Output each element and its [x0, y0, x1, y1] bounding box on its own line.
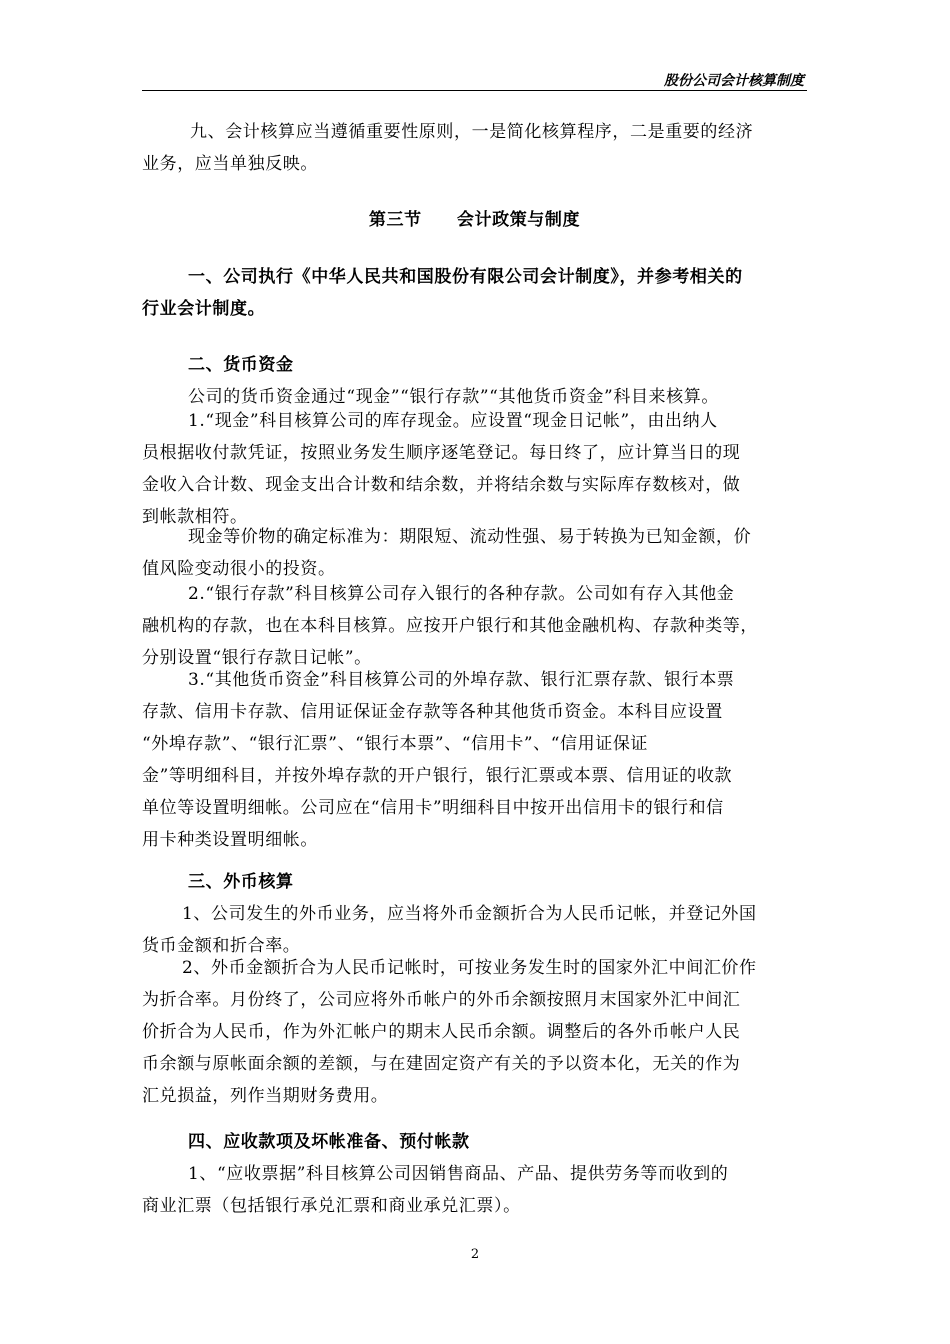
item-two-heading: 二、货币资金	[188, 355, 294, 375]
text-line: 货币金额和折合率。	[142, 936, 301, 956]
text-line: 金收入合计数、现金支出合计数和结余数，并将结余数与实际库存数核对，做	[142, 475, 741, 495]
item-three-heading: 三、外币核算	[188, 872, 294, 892]
text-line: 2.“银行存款”科目核算公司存入银行的各种存款。公司如有存入其他金	[188, 584, 735, 604]
text-line: 3.“其他货币资金”科目核算公司的外埠存款、银行汇票存款、银行本票	[188, 670, 735, 690]
text-line: 单位等设置明细帐。公司应在“信用卡”明细科目中按开出信用卡的银行和信	[142, 798, 724, 818]
other-funds-paragraph	[142, 664, 807, 856]
text-line: 分别设置“银行存款日记帐”。	[142, 648, 372, 668]
cash-paragraph	[142, 405, 807, 533]
section-title-block	[142, 204, 807, 236]
item-two	[142, 349, 807, 413]
text-line: “外埠存款”、“银行汇票”、“银行本票”、“信用卡”、“信用证保证	[142, 734, 649, 754]
text-line: 一、公司执行《中华人民共和国股份有限公司会计制度》，并参考相关的	[188, 267, 743, 287]
text-line: 1、“应收票据”科目核算公司因销售商品、产品、提供劳务等而收到的	[188, 1164, 729, 1184]
text-line: 现金等价物的确定标准为：期限短、流动性强、易于转换为已知金额，价	[188, 527, 752, 547]
text-line: 行业会计制度。	[142, 299, 266, 319]
text-line: 融机构的存款，也在本科目核算。应按开户银行和其他金融机构、存款种类等，	[142, 616, 758, 636]
paragraph-nine	[142, 116, 807, 180]
cash-equivalents-paragraph	[142, 521, 807, 585]
item-four	[142, 1126, 807, 1222]
bank-deposit-paragraph	[142, 578, 807, 674]
text-line: 存款、信用卡存款、信用证保证金存款等各种其他货币资金。本科目应设置	[142, 702, 723, 722]
text-line: 汇兑损益，列作当期财务费用。	[142, 1086, 389, 1106]
text-line: 2、外币金额折合为人民币记帐时，可按业务发生时的国家外汇中间汇价作	[182, 958, 757, 978]
text-line: 1、公司发生的外币业务，应当将外币金额折合为人民币记帐，并登记外国	[182, 904, 757, 924]
text-line: 币余额与原帐面余额的差额，与在建固定资产有关的予以资本化，无关的作为	[142, 1054, 741, 1074]
item-four-heading: 四、应收款项及坏帐准备、预付帐款	[188, 1132, 470, 1152]
text-line: 业务，应当单独反映。	[142, 154, 318, 174]
header-title: 股份公司会计核算制度	[664, 73, 804, 89]
text-line: 为折合率。月份终了，公司应将外币帐户的外币余额按照月末国家外汇中间汇	[142, 990, 741, 1010]
text-line: 九、会计核算应当遵循重要性原则，一是简化核算程序，二是重要的经济	[190, 122, 754, 142]
item-one	[142, 261, 807, 325]
text-line: 商业汇票（包括银行承兑汇票和商业承兑汇票）。	[142, 1196, 521, 1216]
item-two-intro: 公司的货币资金通过“现金”“银行存款”“其他货币资金”科目来核算。	[188, 387, 719, 407]
text-line: 用卡种类设置明细帐。	[142, 830, 318, 850]
page-number: 2	[470, 1247, 480, 1262]
text-line: 金”等明细科目，并按外埠存款的开户银行，银行汇票或本票、信用证的收款	[142, 766, 733, 786]
header-rule	[142, 90, 807, 91]
item-three	[142, 866, 807, 962]
section-title: 第三节 会计政策与制度	[368, 210, 581, 230]
text-line: 到帐款相符。	[142, 507, 248, 527]
text-line: 1.“现金”科目核算公司的库存现金。应设置“现金日记帐”，由出纳人	[188, 411, 718, 431]
text-line: 价折合为人民币，作为外汇帐户的期末人民币余额。调整后的各外币帐户人民	[142, 1022, 741, 1042]
exchange-rate-paragraph	[142, 952, 807, 1112]
text-line: 值风险变动很小的投资。	[142, 559, 336, 579]
text-line: 员根据收付款凭证，按照业务发生顺序逐笔登记。每日终了，应计算当日的现	[142, 443, 741, 463]
